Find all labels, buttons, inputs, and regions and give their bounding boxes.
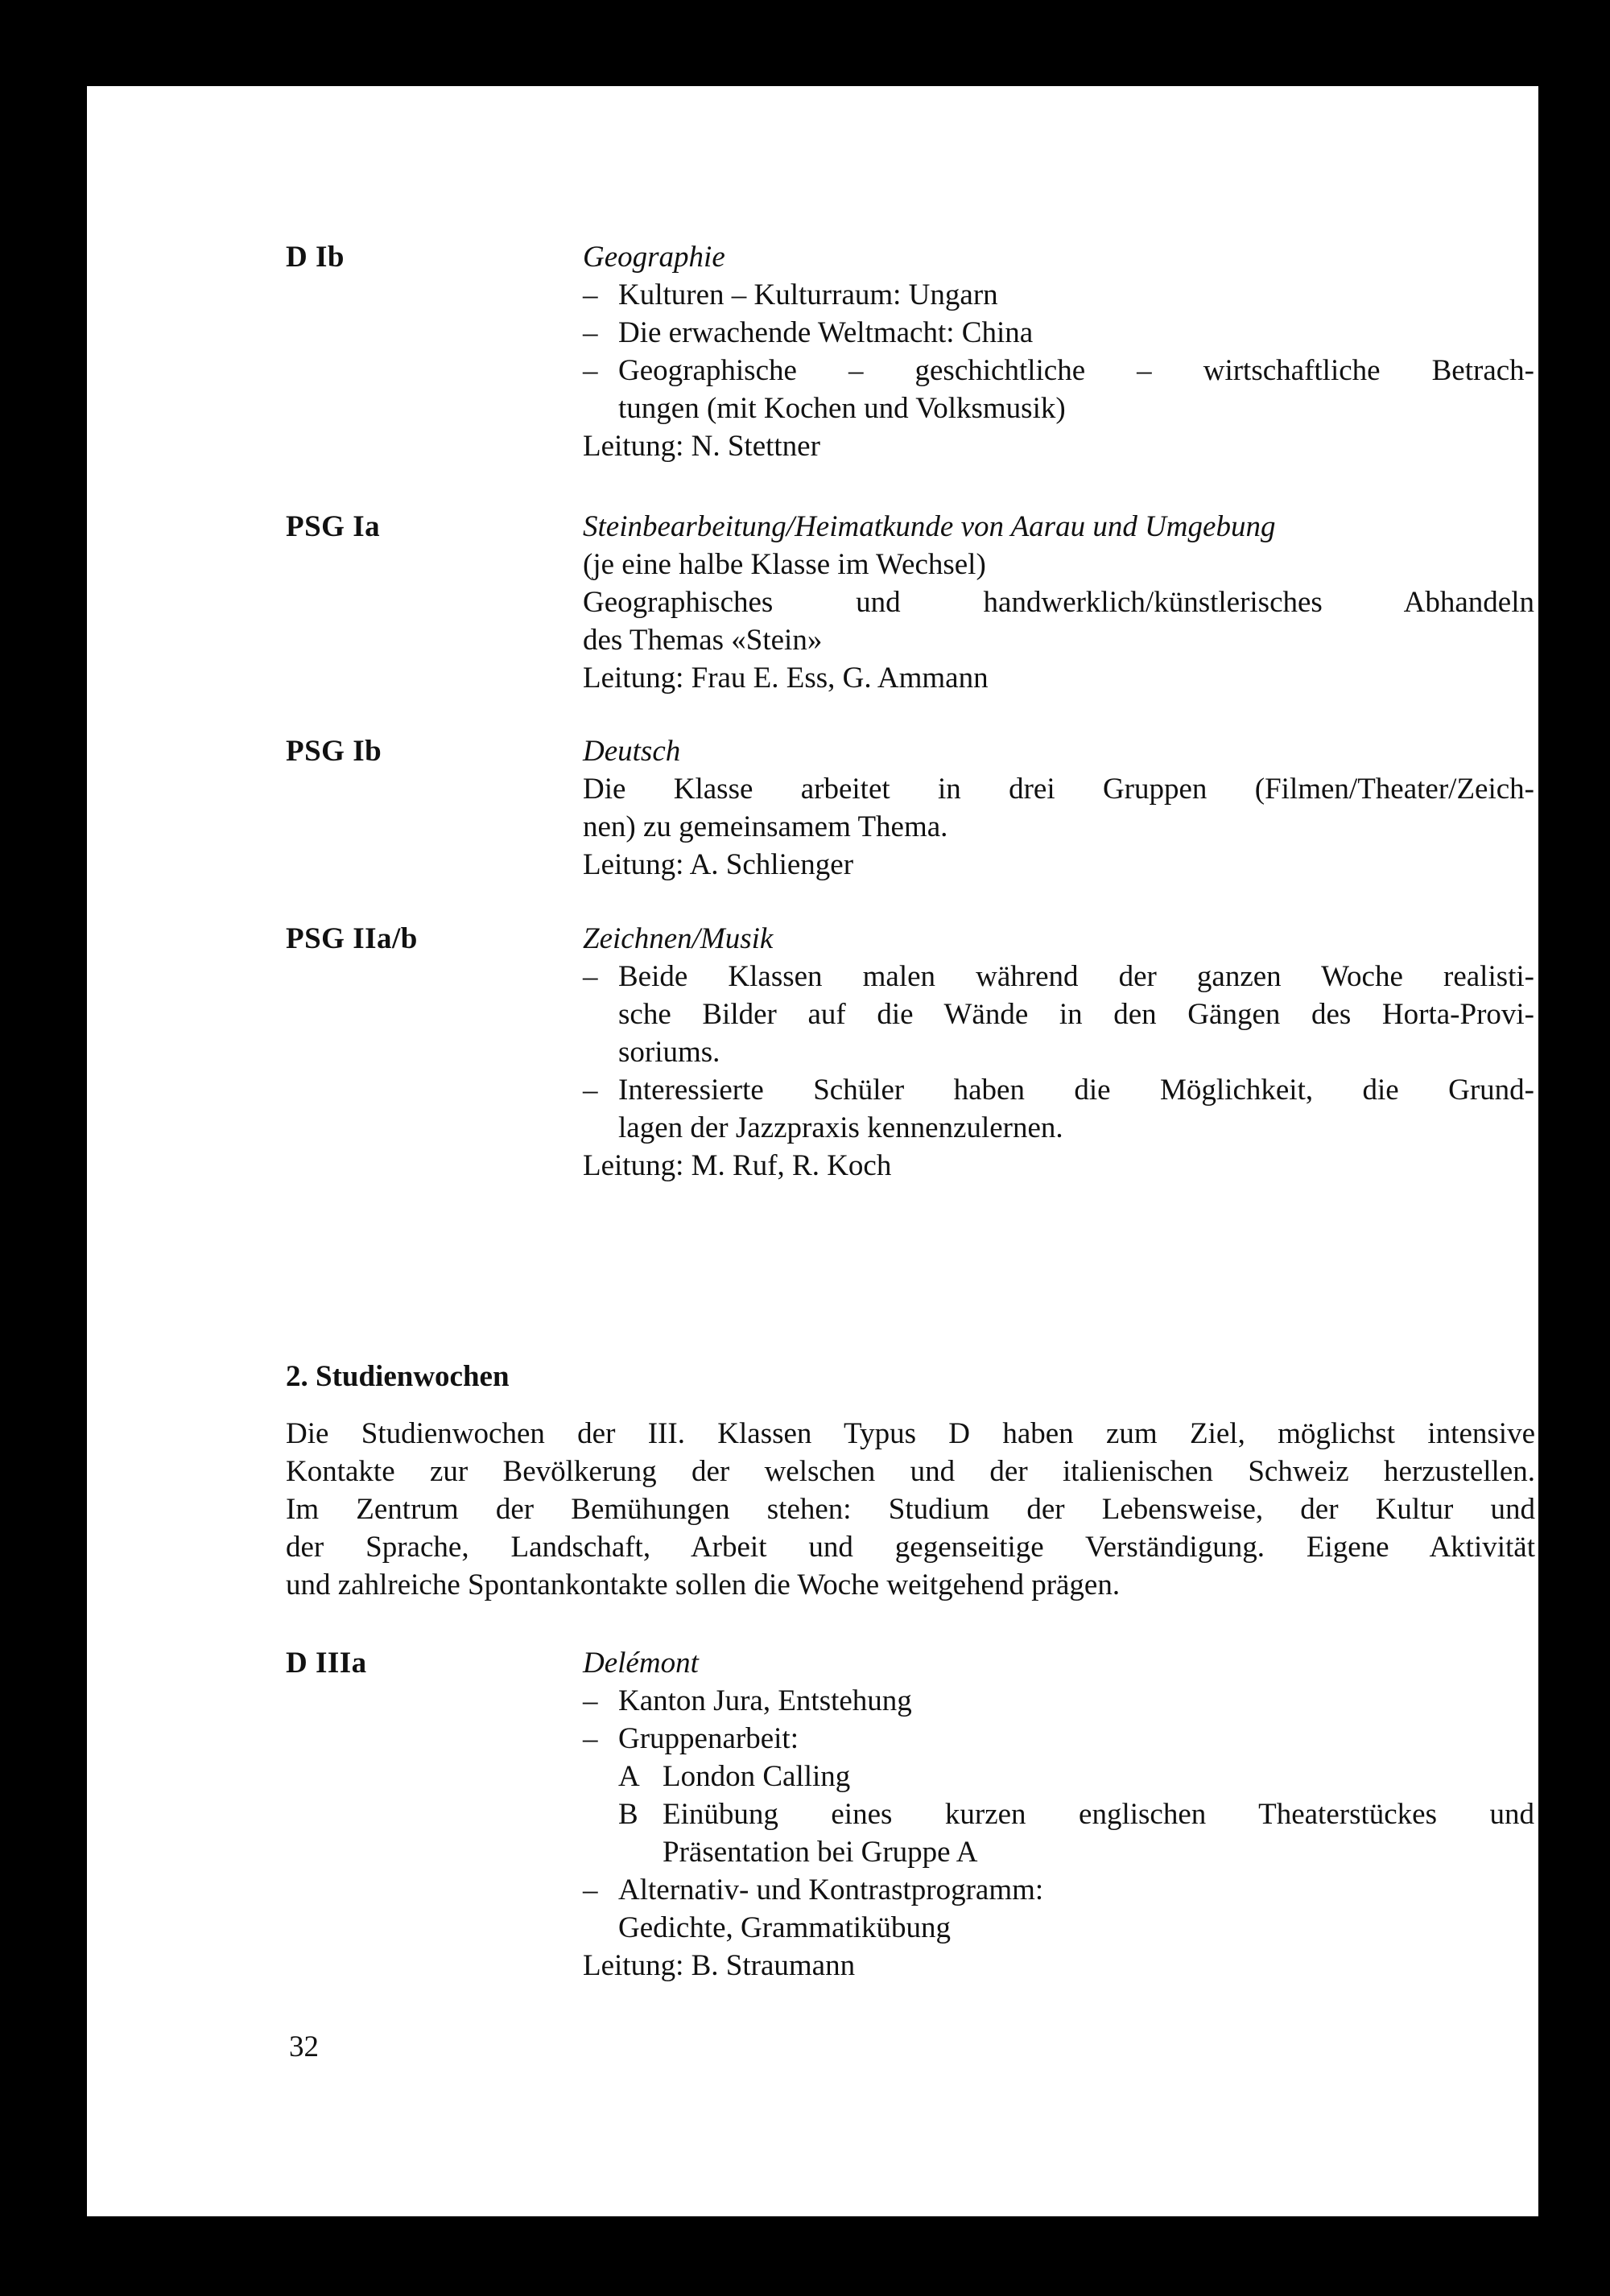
class-label: PSG IIa/b <box>286 922 418 955</box>
leitung-line: Leitung: N. Stettner <box>583 430 820 463</box>
paragraph-line: und zahlreiche Spontankontakte sollen die Woche weitgehend prägen. <box>286 1568 1121 1601</box>
subject-title: Steinbearbeitung/Heimatkunde von Aarau und Umgebung <box>583 510 1276 543</box>
subject-title: Geographie <box>583 241 725 274</box>
list-item: – Beide Klassen malen während der ganzen Woche realisti- <box>583 960 1534 993</box>
list-item: – Kulturen – Kulturraum: Ungarn <box>583 278 998 311</box>
entry-content <box>583 238 1534 465</box>
entry-content <box>583 1644 1534 1985</box>
entry-content <box>583 508 1534 697</box>
list-item-continuation: sche Bilder auf die Wände in den Gängen des Horta-Provi- <box>618 998 1534 1031</box>
class-label: PSG Ib <box>286 735 382 768</box>
class-label: D IIIa <box>286 1647 367 1680</box>
page-number: 32 <box>289 2030 319 2063</box>
subject-title: Zeichnen/Musik <box>583 922 774 955</box>
text-line: (je eine halbe Klasse im Wechsel) <box>583 548 986 581</box>
subject-title: Delémont <box>583 1647 699 1680</box>
text-line: Geographisches und handwerklich/künstlerisches Abhandeln <box>583 586 1534 619</box>
leitung-line: Leitung: Frau E. Ess, G. Ammann <box>583 662 989 695</box>
list-item: – Geographische – geschichtliche – wirtschaftliche Betrach- <box>583 354 1534 387</box>
leitung-line: Leitung: B. Straumann <box>583 1949 856 1982</box>
list-item-continuation: tungen (mit Kochen und Volksmusik) <box>618 392 1066 425</box>
subject-title: Deutsch <box>583 735 681 768</box>
section-paragraph <box>286 1415 1535 1604</box>
list-item: – Gruppenarbeit: <box>583 1722 799 1755</box>
text-line: nen) zu gemeinsamem Thema. <box>583 810 948 843</box>
leitung-line: Leitung: M. Ruf, R. Koch <box>583 1149 892 1182</box>
sub-item: A London Calling <box>618 1760 851 1793</box>
sub-item: B Einübung eines kurzen englischen Theaterstückes und <box>618 1798 1534 1831</box>
class-label: PSG Ia <box>286 510 381 543</box>
list-item-continuation: Gedichte, Grammatikübung <box>618 1911 952 1944</box>
paragraph-line: Im Zentrum der Bemühungen stehen: Studium der Lebensweise, der Kultur und <box>286 1493 1535 1526</box>
list-item-continuation: lagen der Jazzpraxis kennenzulernen. <box>618 1111 1063 1144</box>
entry-content <box>583 920 1534 1185</box>
text-line: Die Klasse arbeitet in drei Gruppen (Filmen/Theater/Zeich- <box>583 773 1534 806</box>
list-item: – Kanton Jura, Entstehung <box>583 1684 912 1717</box>
paragraph-line: Die Studienwochen der III. Klassen Typus D haben zum Ziel, möglichst intensive <box>286 1417 1535 1450</box>
class-label: D Ib <box>286 241 345 274</box>
paragraph-line: der Sprache, Landschaft, Arbeit und gegenseitige Verständigung. Eigene Aktivität <box>286 1531 1535 1564</box>
text-line: des Themas «Stein» <box>583 624 823 657</box>
list-item: – Die erwachende Weltmacht: China <box>583 316 1034 349</box>
sub-item-continuation: Präsentation bei Gruppe A <box>663 1836 978 1869</box>
paragraph-line: Kontakte zur Bevölkerung der welschen und der italienischen Schweiz herzustellen. <box>286 1455 1535 1488</box>
leitung-line: Leitung: A. Schlienger <box>583 848 854 881</box>
document-page <box>87 86 1538 2216</box>
list-item-continuation: soriums. <box>618 1036 720 1069</box>
list-item: – Alternativ- und Kontrastprogramm: <box>583 1873 1044 1906</box>
section-heading: 2. Studienwochen <box>286 1360 510 1393</box>
list-item: – Interessierte Schüler haben die Möglichkeit, die Grund- <box>583 1074 1534 1107</box>
entry-content <box>583 732 1534 884</box>
